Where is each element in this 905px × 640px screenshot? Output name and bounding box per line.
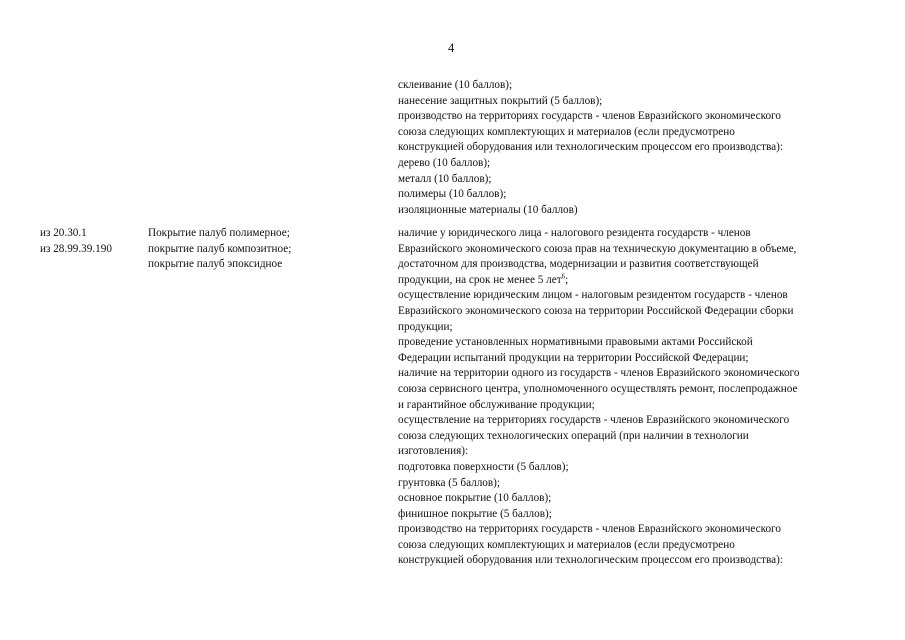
okpd-code: из 28.99.39.190 <box>40 242 112 255</box>
requirement-line: продукции; <box>398 320 453 333</box>
requirement-text: продукции, на срок не менее 5 лет <box>398 273 562 286</box>
line-punctuation: ; <box>565 273 569 286</box>
okpd-code: из 20.30.1 <box>40 227 87 239</box>
footnote-marker: 6 <box>561 272 566 281</box>
product-name: Покрытие палуб полимерное; <box>148 227 290 239</box>
requirement-line: достаточном для производства, модернизации и развития соответствующей <box>398 258 759 271</box>
requirement-line: наличие у юридического лица - налогового резидента государств - членов <box>398 227 751 239</box>
product-name: покрытие палуб композитное; <box>148 242 292 255</box>
requirement-line: союза следующих технологических операций (при наличии в технологии <box>398 429 749 442</box>
requirement-line: союза следующих комплектующих и материалов (если предусмотрено <box>398 538 735 551</box>
okpd-code-cell <box>40 226 140 257</box>
requirement-line: склеивание (10 баллов); <box>398 79 513 91</box>
requirement-line: изготовления): <box>398 445 469 458</box>
requirement-line: основное покрытие (10 баллов); <box>398 492 552 505</box>
page-number: 4 <box>448 41 455 55</box>
requirement-line: производство на территориях государств - членов Евразийского экономического <box>398 523 781 536</box>
requirement-line: грунтовка (5 баллов); <box>398 476 501 489</box>
requirement-line: полимеры (10 баллов); <box>398 188 507 201</box>
requirement-line: осуществление на территориях государств - членов Евразийского экономического <box>398 414 790 427</box>
requirement-line: нанесение защитных покрытий (5 баллов); <box>398 94 603 107</box>
requirement-line: и гарантийное обслуживание продукции; <box>398 398 595 411</box>
requirement-line: Евразийского экономического союза прав на техническую документацию в объеме, <box>398 242 797 255</box>
requirement-line: дерево (10 баллов); <box>398 156 491 169</box>
requirement-line: финишное покрытие (5 баллов); <box>398 507 552 520</box>
requirement-line: наличие на территории одного из государств - членов Евразийского экономического <box>398 367 800 380</box>
requirement-line: союза сервисного центра, уполномоченного осуществлять ремонт, послепродажное <box>398 382 798 395</box>
requirement-line: проведение установленных нормативными правовыми актами Российской <box>398 336 753 349</box>
requirement-line: производство на территориях государств - членов Евразийского экономического <box>398 110 781 123</box>
requirement-line: конструкцией оборудования или технологическим процессом его производства): <box>398 141 783 154</box>
requirement-line: изоляционные материалы (10 баллов) <box>398 203 578 216</box>
requirements-cell <box>398 226 878 569</box>
product-name-cell <box>148 226 388 273</box>
requirement-line: Евразийского экономического союза на территории Российской Федерации сборки <box>398 304 794 317</box>
requirement-line: союза следующих комплектующих и материалов (если предусмотрено <box>398 125 735 138</box>
requirement-line: осуществление юридическим лицом - налоговым резидентом государств - членов <box>398 289 788 302</box>
requirement-line: конструкцией оборудования или технологическим процессом его производства): <box>398 554 783 567</box>
requirement-line: Федерации испытаний продукции на территории Российской Федерации; <box>398 351 749 364</box>
requirement-line: подготовка поверхности (5 баллов); <box>398 460 569 473</box>
product-name: покрытие палуб эпоксидное <box>148 258 283 271</box>
requirement-line: металл (10 баллов); <box>398 172 492 185</box>
requirement-line-with-footnote <box>398 273 878 289</box>
continued-requirements-block <box>398 78 878 218</box>
